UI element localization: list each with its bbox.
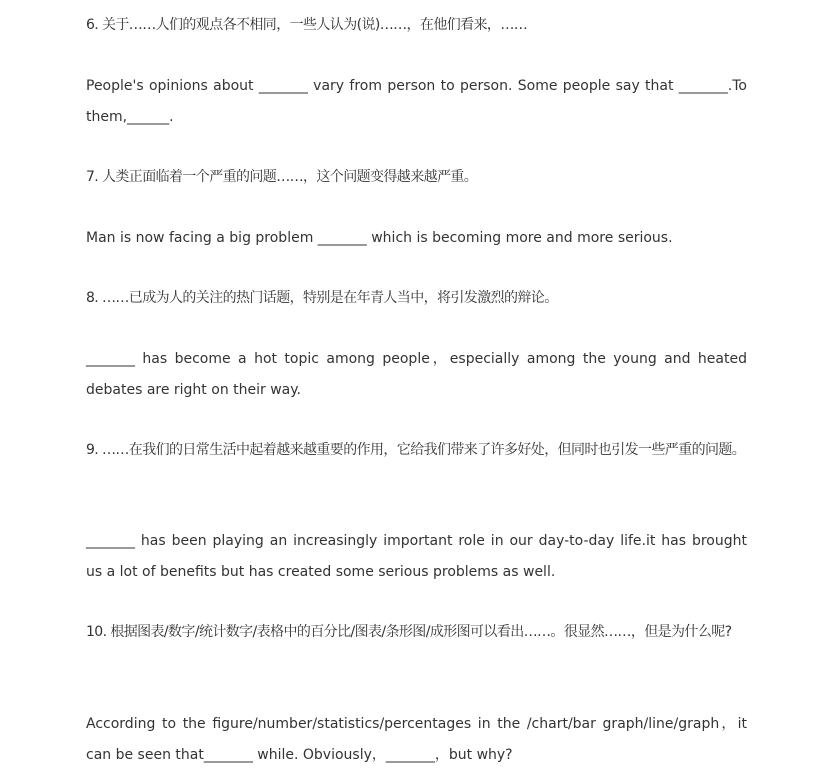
item-6-english: People's opinions about _______ vary from person to person. Some people say that _______.To them,______.: [86, 78, 747, 125]
item-7-chinese: 7. 人类正面临着一个严重的问题……，这个问题变得越来越严重。: [86, 169, 478, 185]
item-10-english: According to the figure/number/statistics/percentages in the /chart/bar graph/line/graph，it can be seen that_______ while. Obviously，_______，but why?: [86, 716, 747, 763]
item-8-english: _______ has become a hot topic among people，especially among the young and heated debates are right on their way.: [86, 351, 747, 398]
item-7-english: Man is now facing a big problem _______ which is becoming more and more serious.: [86, 230, 673, 246]
item-9-english: _______ has been playing an increasingly important role in our day-to-day life.it has brought us a lot of benefits but has created some serious problems as well.: [86, 533, 747, 580]
item-9-chinese: 9. ……在我们的日常生活中起着越来越重要的作用，它给我们带来了许多好处，但同时也引发一些严重的问题。: [86, 442, 746, 458]
item-6-chinese: 6. 关于……人们的观点各不相同，一些人认为(说)……，在他们看来，……: [86, 17, 528, 33]
item-8-chinese: 8. ……已成为人的关注的热门话题，特别是在年青人当中，将引发激烈的辩论。: [86, 290, 558, 306]
item-10-chinese: 10. 根据图表/数字/统计数字/表格中的百分比/图表/条形图/成形图可以看出……。很显然……，但是为什么呢?: [86, 624, 732, 640]
